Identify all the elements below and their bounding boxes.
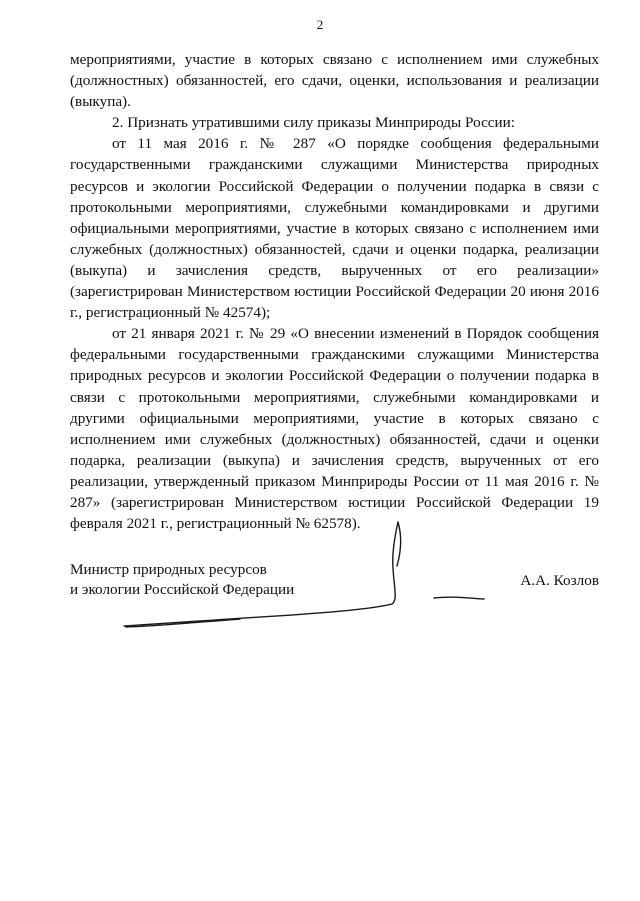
paragraph-continuation: мероприятиями, участие в которых связано с исполнением ими служебных (должностных) обязанностей, его сдачи, оценки, использования и реализации (выкупа). bbox=[70, 51, 599, 111]
signer-name: А.А. Козлов bbox=[520, 572, 599, 589]
position-line-2: и экологии Российской Федерации bbox=[70, 581, 295, 598]
paragraph-order-287: от 11 мая 2016 г. № 287 «О порядке сообщения федеральными государственными гражданскими служащими Министерства природных ресурсов и экологии Российской Федерации о получении подарка в связи с протокольными мероприятиями, служебными командировками и другими официальными мероприятиями, участие в которых связано с исполнением ими служебных (должностных) обязанностей, сдачи и оценки подарка, реализации (выкупа) и зачисления средств, вырученных от его реализации» (зарегистрирован Министерством юстиции Российской Федерации 20 июня 2016 г., регистрационный № 42574); bbox=[70, 135, 599, 322]
paragraph-order-29: от 21 января 2021 г. № 29 «О внесении изменений в Порядок сообщения федеральными государственными гражданскими служащими Министерства природных ресурсов и экологии Российской Федерации о получении подарка в связи с протокольными мероприятиями, служебными командировками и другими официальными мероприятиями, участие в которых связано с исполнением ими служебных (должностных) обязанностей, сдачи и оценки подарка, реализации (выкупа) и зачисления средств, вырученных от его реализации, утвержденный приказом Минприроды России от 11 мая 2016 г. № 287» (зарегистрирован Министерством юстиции Российской Федерации 19 февраля 2021 г., регистрационный № 62578). bbox=[70, 325, 599, 533]
paragraph-item-2: 2. Признать утратившими силу приказы Минприроды России: bbox=[112, 114, 516, 132]
page-number: 2 bbox=[316, 17, 324, 32]
position-line-1: Министр природных ресурсов bbox=[70, 561, 267, 578]
